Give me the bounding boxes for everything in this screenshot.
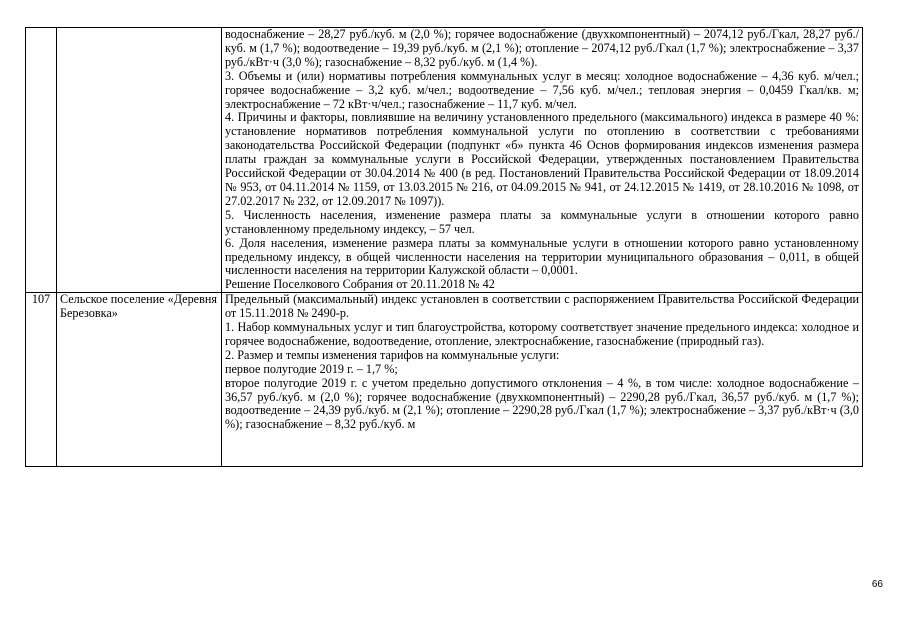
paragraph: Предельный (максимальный) индекс установлен в соответствии с распоряжением Правительства Российской Федерации от 15.11.2018 № 2490-р. bbox=[225, 293, 859, 321]
settlement-name-cell: Сельское поселение «Деревня Березовка» bbox=[57, 293, 222, 467]
paragraph: 3. Объемы и (или) нормативы потребления коммунальных услуг в месяц: холодное водоснабжение – 4,36 куб. м/чел.; горячее водоснабжение – 3,2 куб. м/чел.; водоотведение – 7,56 куб. м/чел.; тепловая энергия – 0,0459 Гкал/кв. м; электроснабжение – 72 кВт·ч/чел.; газоснабжение – 11,7 куб. м/чел. bbox=[225, 68, 859, 111]
description-cell bbox=[222, 28, 863, 293]
paragraph: водоснабжение – 28,27 руб./куб. м (2,0 %); горячее водоснабжение (двухкомпонентный) – 2074,12 руб./Гкал, 28,27 руб./куб. м (1,7 %); водоотведение – 19,39 руб./куб. м (2,1 %); отопление – 2074,12 руб./Гкал (1,7 %); электроснабжение – 3,37 руб./кВт·ч (3,0 %); газоснабжение – 8,32 руб./куб. м (1,4 %). bbox=[225, 27, 859, 69]
paragraph: первое полугодие 2019 г. – 1,7 %; bbox=[225, 361, 398, 376]
row-number-cell: 107 bbox=[26, 293, 57, 467]
page-number: 66 bbox=[871, 579, 883, 590]
paragraph: 5. Численность населения, изменение размера платы за коммунальные услуги в отношении которого равно установленному предельному индексу, – 57 чел. bbox=[225, 207, 859, 236]
description-cell bbox=[222, 293, 863, 467]
decision-reference: Решение Поселкового Собрания от 20.11.2018 № 42 bbox=[225, 277, 495, 292]
document-table bbox=[25, 27, 863, 467]
table-row bbox=[26, 28, 863, 293]
table-row bbox=[26, 293, 863, 467]
paragraph: 6. Доля населения, изменение размера платы за коммунальные услуги в отношении которого равно установленному предельному индексу, в общей численности населения на территории муниципального образования – 0,011, в общей численности населения на территории Калужской области – 0,0001. bbox=[225, 235, 859, 278]
row-number-cell bbox=[26, 28, 57, 293]
paragraph: второе полугодие 2019 г. с учетом предельно допустимого отклонения – 4 %, в том числе: холодное водоснабжение – 36,57 руб./куб. м (2,0 %); горячее водоснабжение (двухкомпонентный) – 2290,28 руб./Гкал, 36,57 руб./куб. м (1,7 %); водоотведение – 24,39 руб./куб. м (2,1 %); отопление – 2290,28 руб./Гкал (1,7 %); электроснабжение – 3,37 руб./кВт·ч (3,0 %); газоснабжение – 8,32 руб./куб. м bbox=[225, 375, 859, 432]
paragraph: 4. Причины и факторы, повлиявшие на величину установленного предельного (максимального) индекса в размере 40 %: установление нормативов потребления коммунальной услуги по отоплению в соответствии с требованиями законодательства Российской Федерации (подпункт «б» пункта 46 Основ формирования индексов изменения размера платы граждан за коммунальные услуги в Российской Федерации, утвержденных постановлением Правительства Российской Федерации от 30.04.2014 № 400 (в ред. Постановлений Правительства Российской Федерации от 18.09.2014 № 953, от 04.11.2014 № 1159, от 13.03.2015 № 216, от 04.09.2015 № 941, от 24.12.2015 № 1419, от 28.10.2016 № 1098, от 27.02.2017 № 232, от 12.09.2017 № 1097)). bbox=[225, 110, 859, 208]
paragraph: 2. Размер и темпы изменения тарифов на коммунальные услуги: bbox=[225, 347, 560, 362]
settlement-name-cell bbox=[57, 28, 222, 293]
paragraph: 1. Набор коммунальных услуг и тип благоустройства, которому соответствует значение предельного индекса: холодное и горячее водоснабжение, водоотведение, отопление, электроснабжение, газоснабжение (природный газ). bbox=[225, 320, 859, 348]
